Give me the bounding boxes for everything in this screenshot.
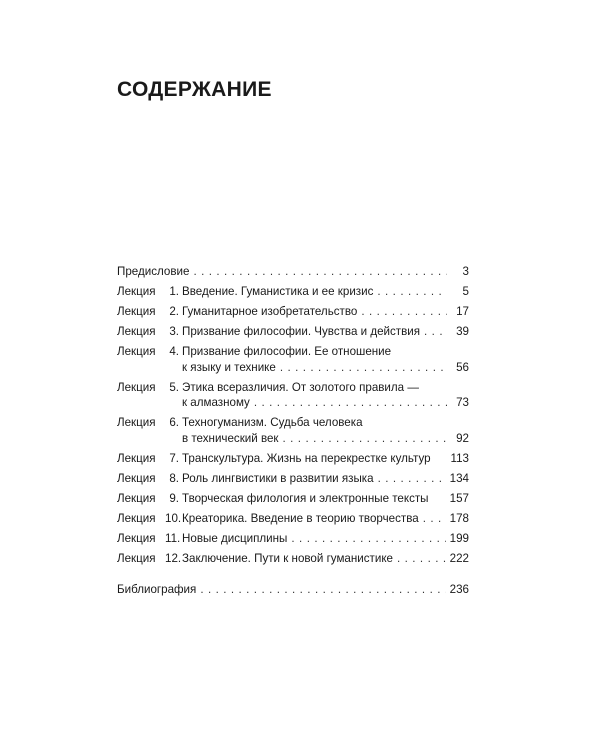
dot-leader <box>280 360 447 376</box>
page-title: СОДЕРЖАНИЕ <box>117 78 272 101</box>
lecture-number: 11. <box>165 531 181 545</box>
toc-entry[interactable] <box>117 324 469 340</box>
lecture-number: 12. <box>165 551 182 565</box>
dot-leader <box>193 264 447 280</box>
lecture-number: 8. <box>169 471 179 485</box>
toc-entry[interactable] <box>117 582 469 598</box>
lecture-label: Лекция <box>117 325 156 338</box>
lecture-number: 7. <box>169 451 179 465</box>
lecture-number: 10. <box>165 511 182 525</box>
page-number: 3 <box>462 265 469 278</box>
page-number: 178 <box>449 511 469 525</box>
toc-entry[interactable] <box>117 380 469 411</box>
lecture-label: Лекция <box>117 305 156 318</box>
lecture-label: Лекция <box>117 345 156 358</box>
toc-entry[interactable] <box>117 264 469 280</box>
entry-title: Библиография <box>117 583 197 596</box>
page-number: 73 <box>456 396 469 409</box>
lecture-label: Лекция <box>117 491 156 505</box>
toc-entry[interactable] <box>117 471 469 487</box>
entry-title: Предисловие <box>117 265 190 278</box>
page-number: 199 <box>449 531 469 545</box>
lecture-label: Лекция <box>117 451 156 465</box>
lecture-number: 4. <box>169 345 179 358</box>
table-of-contents <box>117 264 469 602</box>
lecture-label: Лекция <box>117 531 156 545</box>
toc-entry[interactable] <box>117 531 469 547</box>
lecture-label: Лекция <box>117 285 156 298</box>
entry-title: к алмазному <box>182 396 250 409</box>
page-number: 134 <box>449 471 469 485</box>
dot-leader <box>254 395 447 411</box>
entry-title: Заключение. Пути к новой гуманистике <box>182 551 393 565</box>
page-number: 157 <box>449 491 469 505</box>
entry-title: в технический век <box>182 431 279 445</box>
toc-entry[interactable] <box>117 491 469 507</box>
lecture-label: Лекция <box>117 416 156 429</box>
dot-leader <box>423 511 446 527</box>
page-number: 39 <box>456 325 469 338</box>
entry-title: к языку и технике <box>182 360 276 374</box>
lecture-number: 1. <box>169 285 179 298</box>
lecture-number: 6. <box>169 416 179 429</box>
lecture-number: 5. <box>169 380 179 394</box>
lecture-label: Лекция <box>117 380 156 394</box>
page-number: 56 <box>456 360 469 374</box>
dot-leader <box>361 304 447 320</box>
toc-entry[interactable] <box>117 511 469 527</box>
page-number: 17 <box>456 305 469 318</box>
lecture-number: 9. <box>169 491 179 505</box>
page-number: 222 <box>449 551 469 565</box>
page-number: 5 <box>462 285 469 298</box>
dot-leader <box>283 431 447 447</box>
page-number: 113 <box>450 451 469 465</box>
page-number: 92 <box>456 431 469 445</box>
entry-title: Новые дисциплины <box>182 531 288 545</box>
entry-title: Креаторика. Введение в теорию творчества <box>182 511 419 525</box>
toc-entry[interactable] <box>117 284 469 300</box>
lecture-number: 2. <box>169 305 179 318</box>
toc-entry[interactable] <box>117 344 469 375</box>
lecture-label: Лекция <box>117 471 156 485</box>
entry-title: Техногуманизм. Судьба человека <box>182 416 363 429</box>
dot-leader <box>200 582 445 598</box>
dot-leader <box>397 551 446 567</box>
entry-title: Этика всеразличия. От золотого правила — <box>182 380 419 394</box>
toc-entry[interactable] <box>117 304 469 320</box>
dot-leader <box>291 531 445 547</box>
entry-title: Транскультура. Жизнь на перекрестке культур <box>182 451 431 465</box>
entry-title: Призвание философии. Чувства и действия <box>182 325 421 338</box>
lecture-number: 3. <box>169 325 179 338</box>
entry-title: Творческая филология и электронные тексты <box>182 491 429 505</box>
dot-leader <box>378 471 446 487</box>
dot-leader <box>424 324 447 340</box>
toc-entry[interactable] <box>117 415 469 446</box>
dot-leader <box>377 284 447 300</box>
entry-title: Роль лингвистики в развитии языка <box>182 471 374 485</box>
entry-title: Призвание философии. Ее отношение <box>182 345 392 358</box>
toc-entry[interactable] <box>117 451 469 467</box>
entry-title: Введение. Гуманистика и ее кризис <box>182 285 374 298</box>
page-number: 236 <box>449 583 469 596</box>
entry-title: Гуманитарное изобретательство <box>182 305 358 318</box>
toc-entry[interactable] <box>117 551 469 567</box>
lecture-label: Лекция <box>117 511 156 525</box>
lecture-label: Лекция <box>117 551 156 565</box>
